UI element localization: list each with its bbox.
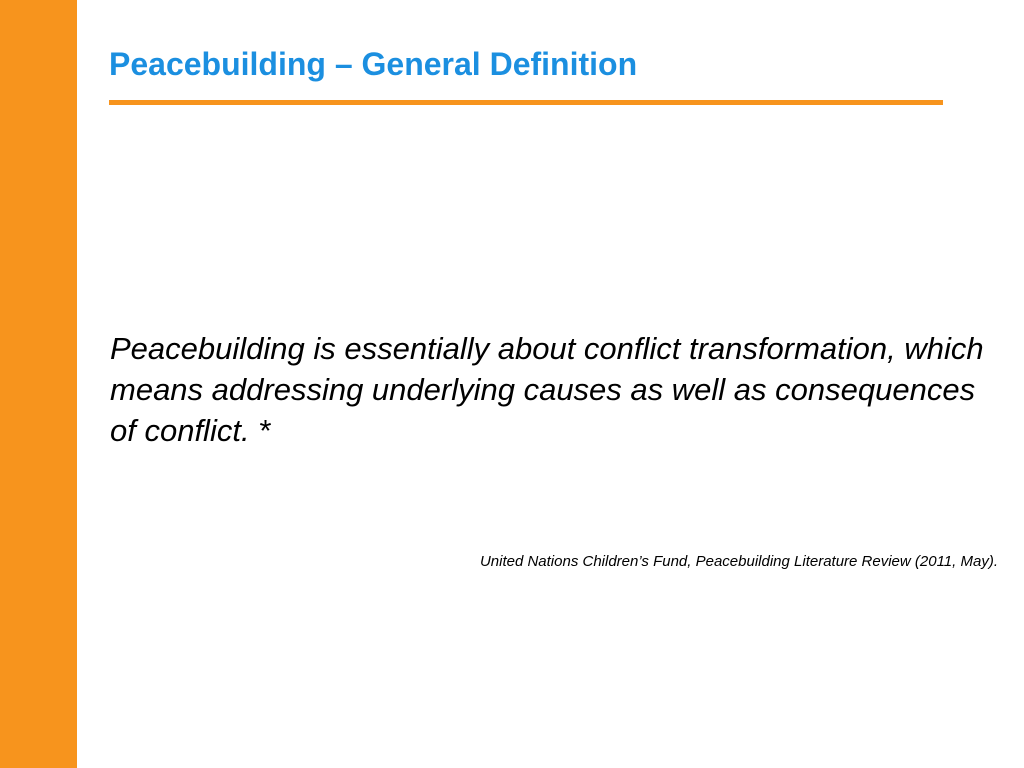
source-citation: United Nations Children’s Fund, Peacebuilding Literature Review (2011, May). [479, 553, 998, 570]
slide-title: Peacebuilding – General Definition [109, 46, 638, 82]
title-underline [109, 100, 943, 105]
definition-quote: Peacebuilding is essentially about conflict transformation, which means addressing underlying causes as well as consequences of conflict. * [110, 331, 984, 448]
left-accent-bar [0, 0, 77, 768]
